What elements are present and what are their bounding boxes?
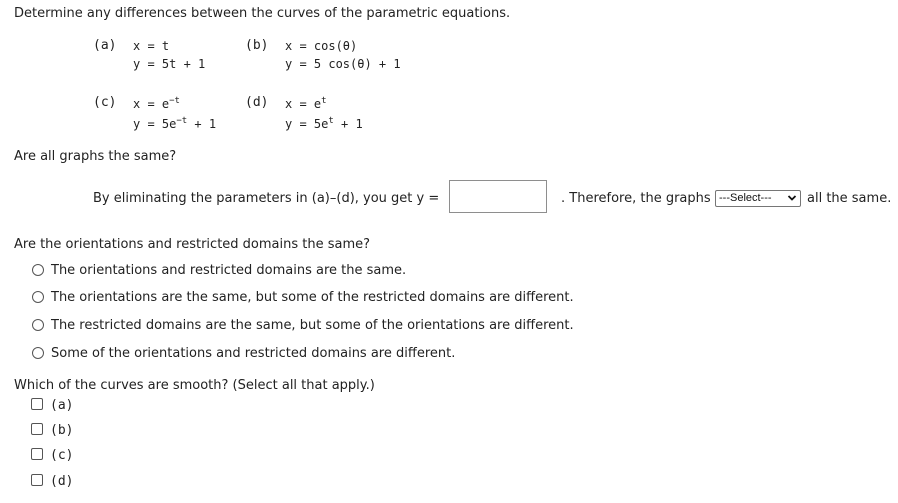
q1-graphs-select[interactable]	[715, 190, 801, 207]
equation-d-x	[285, 97, 327, 111]
equation-c-y-rest: + 1	[187, 117, 217, 131]
q3-option-d-checkbox[interactable]	[31, 474, 43, 486]
chevron-down-icon	[787, 192, 797, 204]
equation-b-y: y = 5 cos(θ) + 1	[285, 57, 401, 71]
q2-option-1-radio[interactable]	[32, 264, 44, 276]
q3-option-a-label: (a)	[50, 398, 74, 413]
equation-d-y-exponent: t	[328, 116, 334, 126]
q2-option-1-label: The orientations and restricted domains are the same.	[51, 263, 407, 278]
q2-option-2-label: The orientations are the same, but some of the restricted domains are different.	[51, 290, 574, 305]
q2-prompt: Are the orientations and restricted domains the same?	[14, 237, 371, 252]
equation-c-x	[133, 97, 180, 111]
equation-d-x-base: x = e	[285, 97, 322, 111]
equation-d-y-base: y = 5e	[285, 117, 329, 131]
q1-sentence-after: all the same.	[807, 191, 892, 206]
q1-prompt: Are all graphs the same?	[14, 149, 177, 164]
q3-option-b-label: (b)	[50, 423, 74, 438]
q3-option-c-checkbox[interactable]	[31, 448, 43, 460]
q3-option-b-checkbox[interactable]	[31, 423, 43, 435]
equation-label-c: (c)	[93, 95, 117, 110]
equation-c-y-base: y = 5e	[133, 117, 177, 131]
q2-option-3-label: The restricted domains are the same, but some of the orientations are different.	[51, 318, 574, 333]
q1-sentence-before: By eliminating the parameters in (a)–(d), you get y =	[93, 191, 440, 206]
q3-prompt: Which of the curves are smooth? (Select all that apply.)	[14, 378, 375, 393]
equation-d-y-rest: + 1	[333, 117, 363, 131]
equation-label-d: (d)	[245, 95, 269, 110]
instruction-text: Determine any differences between the curves of the parametric equations.	[14, 6, 511, 21]
equation-c-x-exponent: −t	[169, 96, 180, 106]
equation-c-y	[133, 117, 216, 131]
equation-a-y: y = 5t + 1	[133, 57, 206, 71]
q1-answer-input[interactable]	[449, 180, 547, 213]
q1-select-value: ---Select---	[719, 192, 772, 204]
q1-sentence-middle: . Therefore, the graphs	[561, 191, 711, 206]
q3-option-d-label: (d)	[50, 474, 74, 489]
equation-b-x: x = cos(θ)	[285, 39, 358, 53]
q2-option-4-label: Some of the orientations and restricted domains are different.	[51, 346, 456, 361]
q2-option-3-radio[interactable]	[32, 319, 44, 331]
q3-option-a-checkbox[interactable]	[31, 398, 43, 410]
q3-option-c-label: (c)	[50, 448, 74, 463]
q2-option-4-radio[interactable]	[32, 347, 44, 359]
equation-d-y	[285, 117, 363, 131]
equation-c-y-exponent: −t	[176, 116, 188, 126]
equation-label-b: (b)	[245, 38, 269, 53]
equation-a-x: x = t	[133, 39, 170, 53]
equation-c-x-base: x = e	[133, 97, 170, 111]
equation-label-a: (a)	[93, 38, 117, 53]
equation-d-x-exponent: t	[321, 96, 327, 106]
q2-option-2-radio[interactable]	[32, 291, 44, 303]
